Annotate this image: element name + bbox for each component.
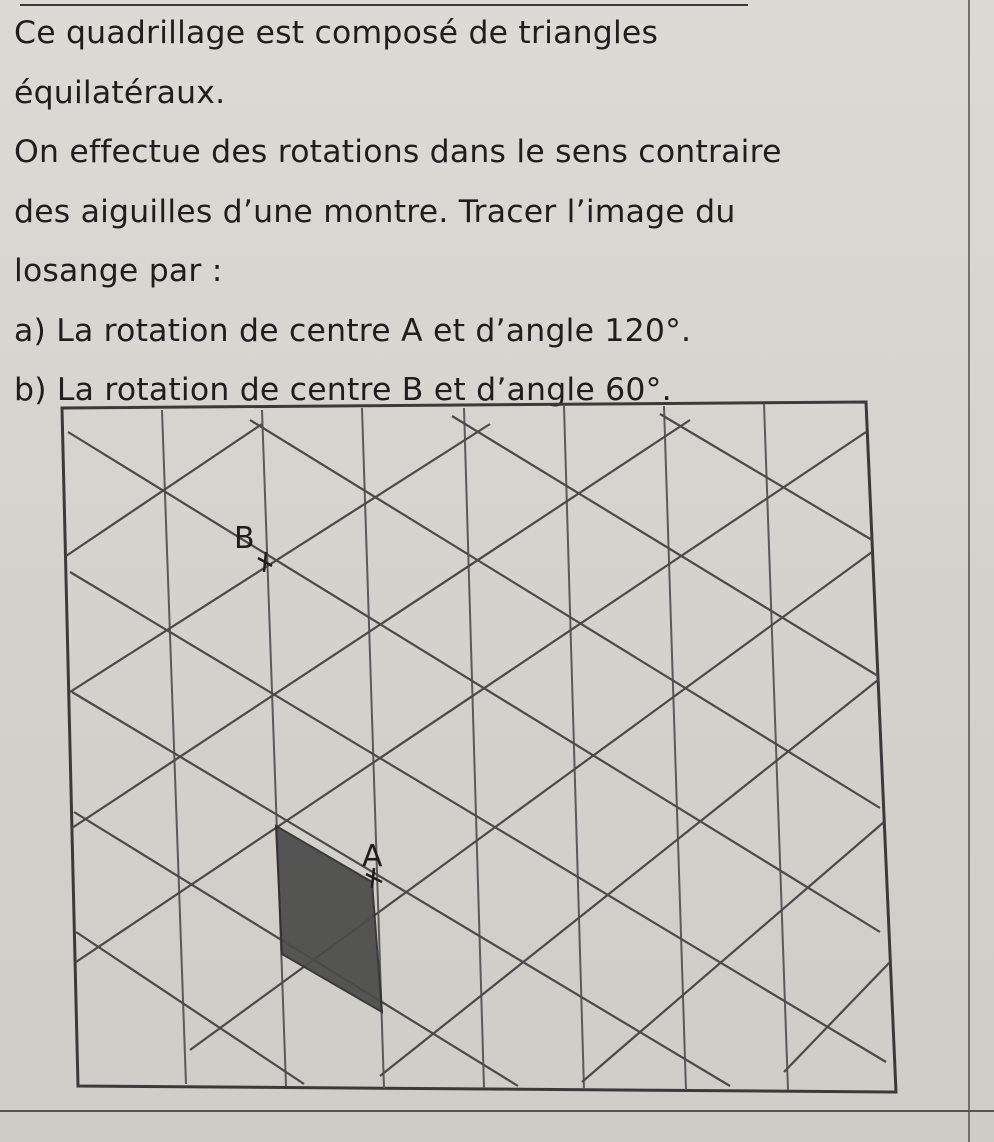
question-b: b) La rotation de centre B et d’angle 60°. xyxy=(14,372,672,408)
statement-line-1: Ce quadrillage est composé de triangles xyxy=(14,15,659,51)
point-b-marker xyxy=(258,552,272,572)
statement-line-4: des aiguilles d’une montre. Tracer l’image du xyxy=(14,193,736,230)
statement-line-5: losange par : xyxy=(14,253,223,289)
point-b-label: B xyxy=(234,521,255,556)
point-a-label: A xyxy=(362,839,383,874)
question-a: a) La rotation de centre A et d’angle 120°. xyxy=(14,312,692,349)
statement-line-2: équilatéraux. xyxy=(14,74,226,111)
bottom-rule xyxy=(0,1110,994,1112)
statement-line-3: On effectue des rotations dans le sens contraire xyxy=(14,134,782,170)
grid-vertical-lines xyxy=(162,404,788,1090)
grid-diagonals-ascending xyxy=(66,420,890,1082)
